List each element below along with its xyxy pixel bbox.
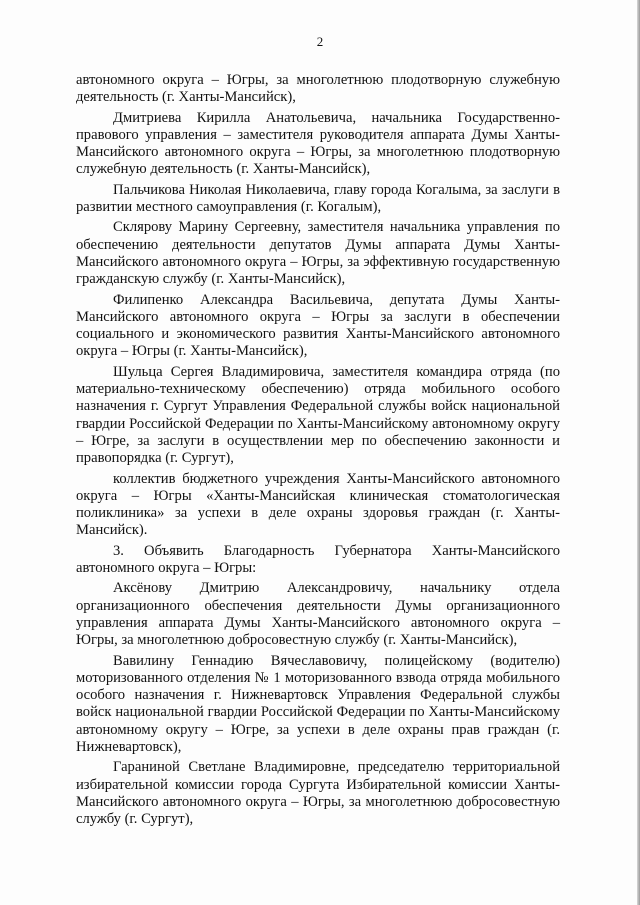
document-body [76,72,560,831]
paragraph-continuation: автономного округа – Югры, за многолетнюю плодотворную служебную деятельность (г. Ханты-Мансийск), [76,72,560,106]
paragraph-section-3: 3. Объявить Благодарность Губернатора Ханты-Мансийского автономного округа – Югры: [76,542,560,577]
paragraph-filipenko: Филипенко Александра Васильевича, депутата Думы Ханты-Мансийского автономного округа – Югры за заслуги в обеспечении социального и экономического развития Ханты-Мансийского автономного округа – Югры (г. Ханты-Мансийск), [76,291,560,360]
paragraph-collective: коллектив бюджетного учреждения Ханты-Мансийского автономного округа – Югры «Ханты-Мансийская клиническая стоматологическая поликлиника» за успехи в деле охраны здоровья граждан (г. Ханты-Мансийск). [76,470,560,539]
paragraph-dmitriev: Дмитриева Кирилла Анатольевича, начальника Государственно-правового управления – заместителя руководителя аппарата Думы Ханты-Мансийского автономного округа – Югры, за многолетнюю плодотворную служебную деятельность (г. Ханты-Мансийск), [76,109,560,178]
paragraph-vavilin: Вавилину Геннадию Вячеславовичу, полицейскому (водителю) моторизованного отделения № 1 моторизованного взвода отряда мобильного особого назначения г. Нижневартовск Управления Федеральной службы войск национальной гвардии Российской Федерации по Ханты-Мансийскому автономному округу – Югре, за успехи в деле охраны прав граждан (г. Нижневартовск), [76,652,560,755]
paragraph-shults: Шульца Сергея Владимировича, заместителя командира отряда (по материально-техническому обеспечению) отряда мобильного особого назначения г. Сургут Управления Федеральной службы войск национальной гвардии Российской Федерации по Ханты-Мансийскому автономному округу – Югре, за заслуги в осуществлении мер по обеспечению законности и правопорядка (г. Сургут), [76,363,560,467]
paragraph-sklyarova: Склярову Марину Сергеевну, заместителя начальника управления по обеспечению деятельности депутатов Думы аппарата Думы Ханты-Мансийского автономного округа – Югры, за эффективную государственную гражданскую службу (г. Ханты-Мансийск), [76,219,560,288]
paragraph-palchikov: Пальчикова Николая Николаевича, главу города Когалыма, за заслуги в развитии местного самоуправления (г. Когалым), [76,181,560,216]
paragraph-aksenov: Аксёнову Дмитрию Александровичу, начальнику отдела организационного обеспечения деятельности Думы организационного управления аппарата Думы Ханты-Мансийского автономного округа – Югры, за многолетнюю добросовестную службу (г. Ханты-Мансийск), [76,580,560,649]
paragraph-garanina: Гараниной Светлане Владимировне, председателю территориальной избирательной комиссии города Сургута Избирательной комиссии Ханты-Мансийского автономного округа – Югры, за многолетнюю добросовестную службу (г. Сургут), [76,759,560,828]
page-number: 2 [316,34,324,49]
